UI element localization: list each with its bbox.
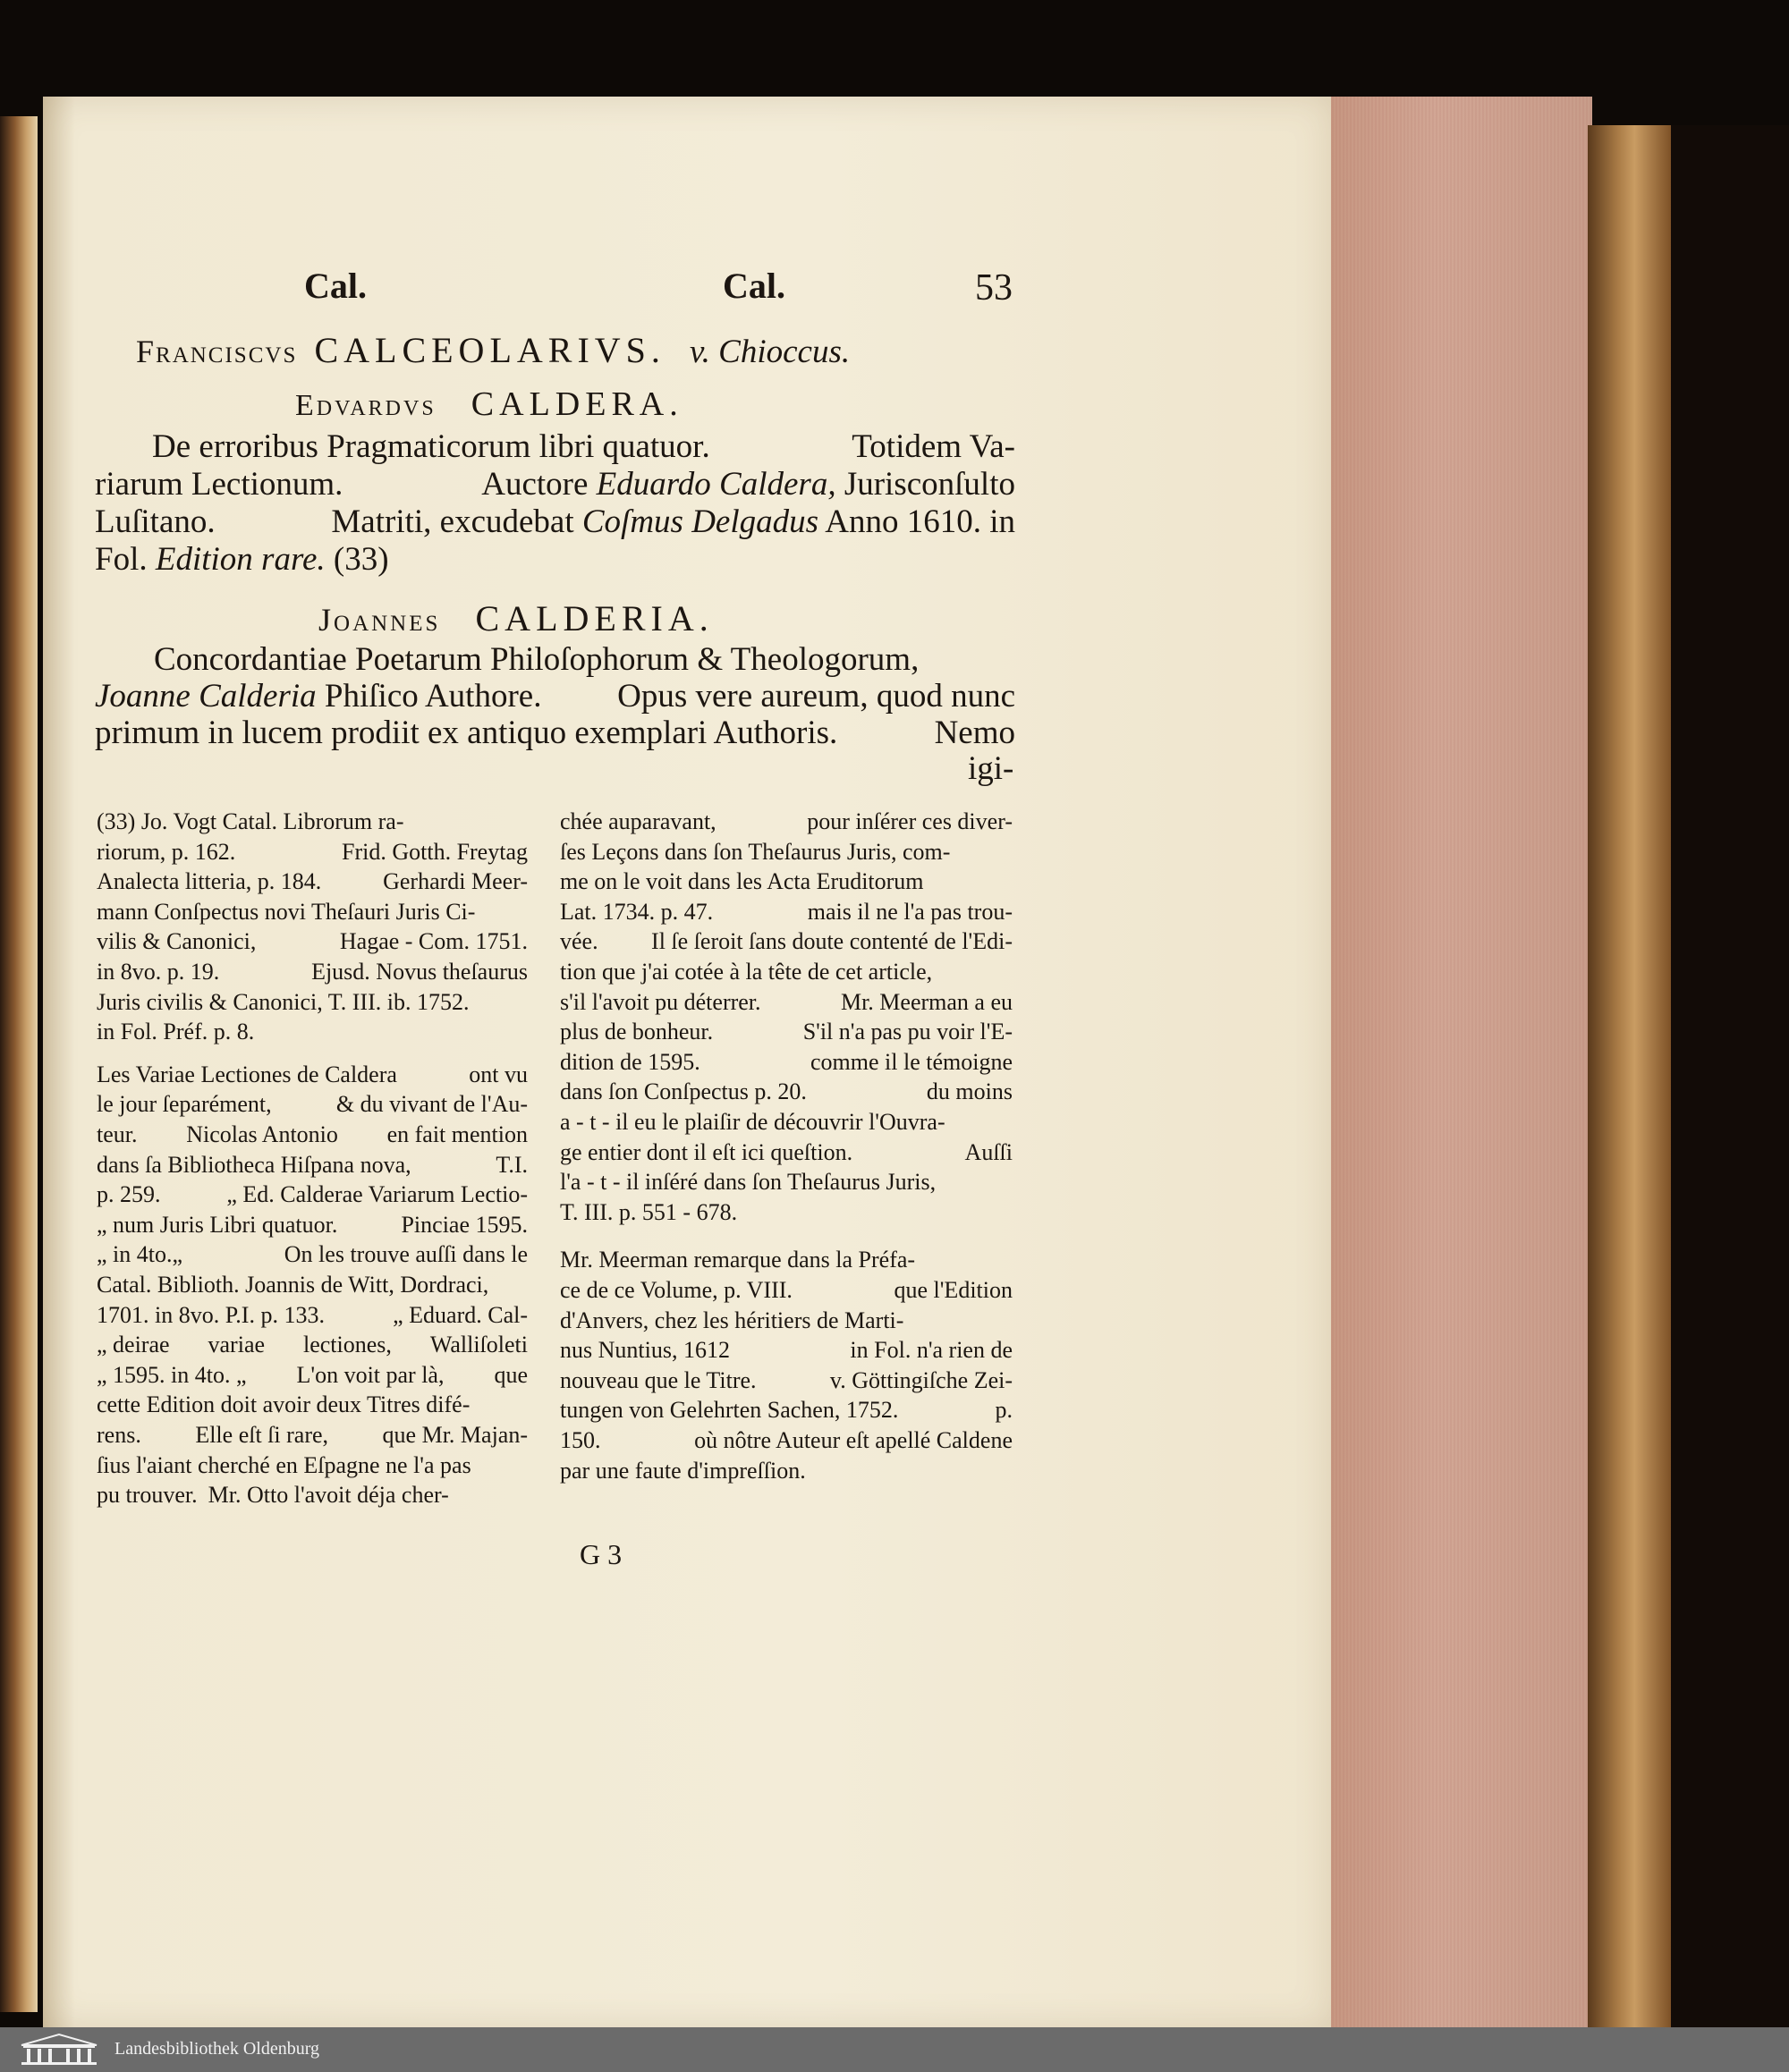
- footnote-line: [97, 1272, 528, 1298]
- text-span: 150.: [560, 1427, 601, 1453]
- footnote-line: [560, 1247, 1013, 1273]
- text-span: Fol.: [95, 541, 156, 578]
- author-name: Eduardo Caldera,: [596, 466, 836, 503]
- footnote-line: [560, 1199, 1013, 1226]
- running-head-center: Cal.: [723, 266, 785, 306]
- text-span: Catal. Biblioth. Joannis de Witt, Dordraci,: [97, 1272, 489, 1298]
- footnote-line: [97, 1422, 528, 1449]
- footnote-line: [560, 989, 1013, 1016]
- entry-text-line: [95, 540, 389, 579]
- footnote-line: [97, 1302, 528, 1329]
- text-span: dition de 1595.: [560, 1048, 700, 1075]
- text-span: „ num Juris Libri quatuor.: [97, 1211, 338, 1238]
- entry-crossref: v. Chioccus.: [689, 334, 851, 370]
- entry-caldera-heading: [295, 385, 683, 424]
- text-span: pu trouver.: [97, 1482, 198, 1509]
- entry-first-name: Franciscvs: [136, 334, 298, 369]
- signature-mark: G 3: [580, 1538, 623, 1570]
- text-span: où nôtre Auteur eſt apellé Caldene: [694, 1427, 1013, 1453]
- text-span: v. Göttingiſche Zei-: [829, 1366, 1013, 1393]
- text-span: que Mr. Majan-: [382, 1422, 528, 1448]
- text-span: L'on voit par là,: [296, 1361, 445, 1388]
- text-span: Totidem Va-: [852, 428, 1015, 465]
- text-span: primum in lucem prodiit ex antiquo exemplari Authoris.: [95, 715, 838, 751]
- text-span: p.: [995, 1397, 1013, 1424]
- library-building-icon: [16, 2033, 102, 2067]
- footnote-line: [560, 1397, 1013, 1424]
- footnote-line: [97, 928, 528, 955]
- book-cover-board: [1588, 125, 1673, 2057]
- text-span: Walliſoleti: [429, 1332, 528, 1358]
- text-span: teur.: [97, 1121, 138, 1147]
- text-span: s'il l'avoit pu déterrer.: [560, 988, 761, 1015]
- text-span: Anno 1610. in: [818, 503, 1015, 540]
- text-span: De erroribus Pragmaticorum libri quatuor.: [152, 428, 710, 465]
- running-head-left: Cal.: [304, 266, 367, 306]
- text-span: ge entier dont il eſt ici queſtion.: [560, 1138, 853, 1165]
- footnote-line: [97, 959, 528, 985]
- footnote-line: [560, 928, 1013, 955]
- footnote-line: [97, 1241, 528, 1268]
- text-span: Opus vere aureum, quod nunc: [617, 678, 1015, 715]
- text-span: „ Eduard. Cal-: [393, 1301, 528, 1328]
- text-span: comme il le témoigne: [810, 1048, 1013, 1075]
- text-span: T.I.: [496, 1151, 528, 1178]
- text-span: mann Conſpectus novi Theſauri Juris Ci-: [97, 898, 476, 925]
- entry-text-line: [95, 677, 1015, 715]
- text-span: Frid. Gotth. Freytag: [342, 838, 528, 865]
- text-span: me on le voit dans les Acta Eruditorum: [560, 868, 924, 895]
- footnote-line: [97, 1019, 528, 1045]
- text-span: „ in 4to.„: [97, 1241, 183, 1268]
- footnote-line: [97, 868, 528, 895]
- text-span: „ deirae: [97, 1332, 170, 1358]
- text-span: „ Ed. Calderae Variarum Lectio-: [226, 1181, 528, 1208]
- text-span: S'il n'a pas pu voir l'E-: [802, 1019, 1013, 1045]
- entry-surname: CALDERA.: [471, 385, 683, 423]
- footnote-line: [97, 989, 528, 1016]
- text-span: T. III. p. 551 - 678.: [560, 1198, 738, 1225]
- entry-calderia-heading: [318, 597, 714, 639]
- text-span: 1701. in 8vo. P.I. p. 133.: [97, 1301, 325, 1328]
- text-span: lectiones,: [303, 1332, 392, 1358]
- text-span: ſes Leçons dans ſon Theſaurus Juris, com-: [560, 838, 951, 865]
- page-fore-edge: [1331, 97, 1592, 2046]
- footnote-line: [560, 839, 1013, 866]
- footnote-line: [97, 808, 528, 835]
- footer-bar: [0, 2027, 1789, 2072]
- footnote-line: [97, 899, 528, 926]
- text-span: Jurisconſulto: [835, 466, 1015, 503]
- text-span: cette Edition doit avoir deux Titres difé-: [97, 1391, 471, 1418]
- text-span: ont vu: [469, 1061, 528, 1087]
- entry-text-line: [95, 465, 1015, 503]
- text-span: l'a - t - il inſéré dans ſon Theſaurus Juris,: [560, 1169, 937, 1196]
- footnote-line: [560, 1367, 1013, 1394]
- footnote-line: [560, 1337, 1013, 1364]
- entry-first-name: Joannes: [318, 602, 441, 638]
- text-span: Mr. Meerman a eu: [840, 988, 1013, 1015]
- footnote-line: [560, 1277, 1013, 1304]
- entry-first-name: Edvardvs: [295, 389, 437, 422]
- footnote-line: [560, 899, 1013, 926]
- text-span: du moins: [926, 1078, 1013, 1105]
- left-page-edge: [0, 116, 38, 2012]
- library-name: Landesbibliothek Oldenburg: [114, 2039, 320, 2059]
- text-span: Phiſico Authore.: [316, 678, 542, 715]
- text-span: tion que j'ai cotée à la tête de cet article,: [560, 959, 933, 985]
- text-span: ſius l'aiant cherché en Eſpagne ne l'a pas: [97, 1451, 471, 1478]
- text-span: en fait mention: [386, 1121, 528, 1147]
- footnote-line: [560, 1078, 1013, 1105]
- entry-text-line: Concordantiae Poetarum Philoſophorum & Theologorum,: [154, 641, 920, 678]
- footnote-line: [97, 1452, 528, 1479]
- footnote-line: [560, 1427, 1013, 1454]
- text-span: On les trouve auſſi dans le: [284, 1241, 528, 1268]
- text-span: riarum Lectionum.: [95, 466, 343, 503]
- entry-text-line: [95, 503, 1015, 541]
- text-span: in 8vo. p. 19.: [97, 959, 220, 985]
- text-span: & du vivant de l'Au-: [335, 1091, 528, 1118]
- footnote-line: [97, 1181, 528, 1208]
- text-span: nouveau que le Titre.: [560, 1366, 757, 1393]
- footnote-line: [97, 1091, 528, 1118]
- text-span: dans ſa Bibliotheca Hiſpana nova,: [97, 1151, 411, 1178]
- footnote-line: [560, 1458, 1013, 1484]
- text-span: d'Anvers, chez les héritiers de Marti-: [560, 1307, 904, 1333]
- text-span: que: [494, 1361, 528, 1388]
- text-span: „ 1595. in 4to. „: [97, 1361, 247, 1388]
- text-span: vée.: [560, 928, 598, 955]
- footnote-line: [560, 1139, 1013, 1166]
- text-span: p. 259.: [97, 1181, 161, 1208]
- text-span: que l'Edition: [894, 1277, 1013, 1303]
- text-span: tungen von Gelehrten Sachen, 1752.: [560, 1397, 899, 1424]
- text-span: riorum, p. 162.: [97, 838, 236, 865]
- footnote-line: [560, 1049, 1013, 1076]
- footnote-line: [97, 1332, 528, 1358]
- text-span: Gerhardi Meer-: [383, 868, 528, 895]
- text-span: Il ſe ſeroit ſans doute contenté de l'Edi-: [651, 928, 1013, 955]
- text-span: Luſitano.: [95, 503, 216, 540]
- text-span: in Fol. n'a rien de: [850, 1337, 1013, 1364]
- text-span: Mr. Meerman remarque dans la Préfa-: [560, 1247, 916, 1273]
- footnote-line: [560, 1019, 1013, 1045]
- text-span: Elle eſt ſi rare,: [195, 1422, 329, 1448]
- footnote-line: [560, 1307, 1013, 1334]
- text-span: vilis & Canonici,: [97, 928, 257, 955]
- footnote-line: [97, 1212, 528, 1239]
- catchword: igi-: [968, 750, 1014, 787]
- text-span: variae: [208, 1332, 266, 1358]
- footnote-line: [97, 839, 528, 866]
- text-span: pour inſérer ces diver-: [807, 808, 1013, 834]
- text-span: Hagae - Com. 1751.: [339, 928, 528, 955]
- entry-surname: CALDERIA.: [475, 598, 714, 639]
- footnote-line: [560, 1169, 1013, 1196]
- text-span: plus de bonheur.: [560, 1019, 714, 1045]
- text-span: nus Nuntius, 1612: [560, 1337, 730, 1364]
- footnote-line: [560, 868, 1013, 895]
- background-dark: [1671, 125, 1789, 2057]
- text-span: le jour ſeparément,: [97, 1091, 272, 1118]
- text-span: Juris civilis & Canonici, T. III. ib. 1752.: [97, 988, 470, 1015]
- text-span: Les Variae Lectiones de Caldera: [97, 1061, 397, 1087]
- text-span: Ejusd. Novus theſaurus: [311, 959, 528, 985]
- text-span: dans ſon Conſpectus p. 20.: [560, 1078, 807, 1105]
- text-span: mais il ne l'a pas trou-: [807, 898, 1013, 925]
- entry-surname: CALCEOLARIVS.: [314, 330, 666, 370]
- footnote-line: [560, 959, 1013, 985]
- footnote-line: [97, 1152, 528, 1179]
- text-span: Lat. 1734. p. 47.: [560, 898, 714, 925]
- footnote-line: [560, 1109, 1013, 1136]
- edition-note: Edition rare.: [155, 541, 326, 578]
- text-span: Matriti, excudebat: [331, 503, 582, 540]
- text-span: Pinciae 1595.: [401, 1211, 528, 1238]
- text-span: Auſſi: [964, 1138, 1013, 1165]
- author-name: Joanne Calderia: [95, 678, 317, 715]
- footnote-line: [97, 1482, 528, 1509]
- entry-calceolarius: [136, 329, 850, 371]
- text-span: Mr. Otto l'avoit déja cher-: [208, 1482, 449, 1509]
- footnote-line: [97, 1362, 528, 1389]
- footnote-line: [97, 1061, 528, 1088]
- footnote-line: [560, 808, 1013, 835]
- text-span: Nicolas Antonio: [186, 1121, 338, 1147]
- text-span: Analecta litteria, p. 184.: [97, 868, 322, 895]
- text-span: Auctore: [481, 466, 597, 503]
- text-span: par une faute d'impreſſion.: [560, 1457, 806, 1484]
- page-number: 53: [975, 267, 1013, 309]
- footnote-line: [97, 1121, 528, 1148]
- text-span: chée auparavant,: [560, 808, 716, 834]
- text-span: in Fol. Préf. p. 8.: [97, 1019, 255, 1045]
- text-span: Nemo: [934, 715, 1015, 751]
- text-span: rens.: [97, 1422, 141, 1448]
- text-span: a - t - il eu le plaiſir de découvrir l'Ouvra-: [560, 1109, 945, 1135]
- footnote-line: [97, 1391, 528, 1418]
- entry-text-line: [95, 714, 1015, 752]
- printer-name: Coſmus Delgadus: [581, 503, 819, 540]
- text-span: ce de ce Volume, p. VIII.: [560, 1277, 793, 1303]
- entry-text-line: [152, 427, 1015, 466]
- footnote-ref: (33): [325, 541, 389, 578]
- text-span: (33) Jo. Vogt Catal. Librorum ra-: [97, 808, 404, 834]
